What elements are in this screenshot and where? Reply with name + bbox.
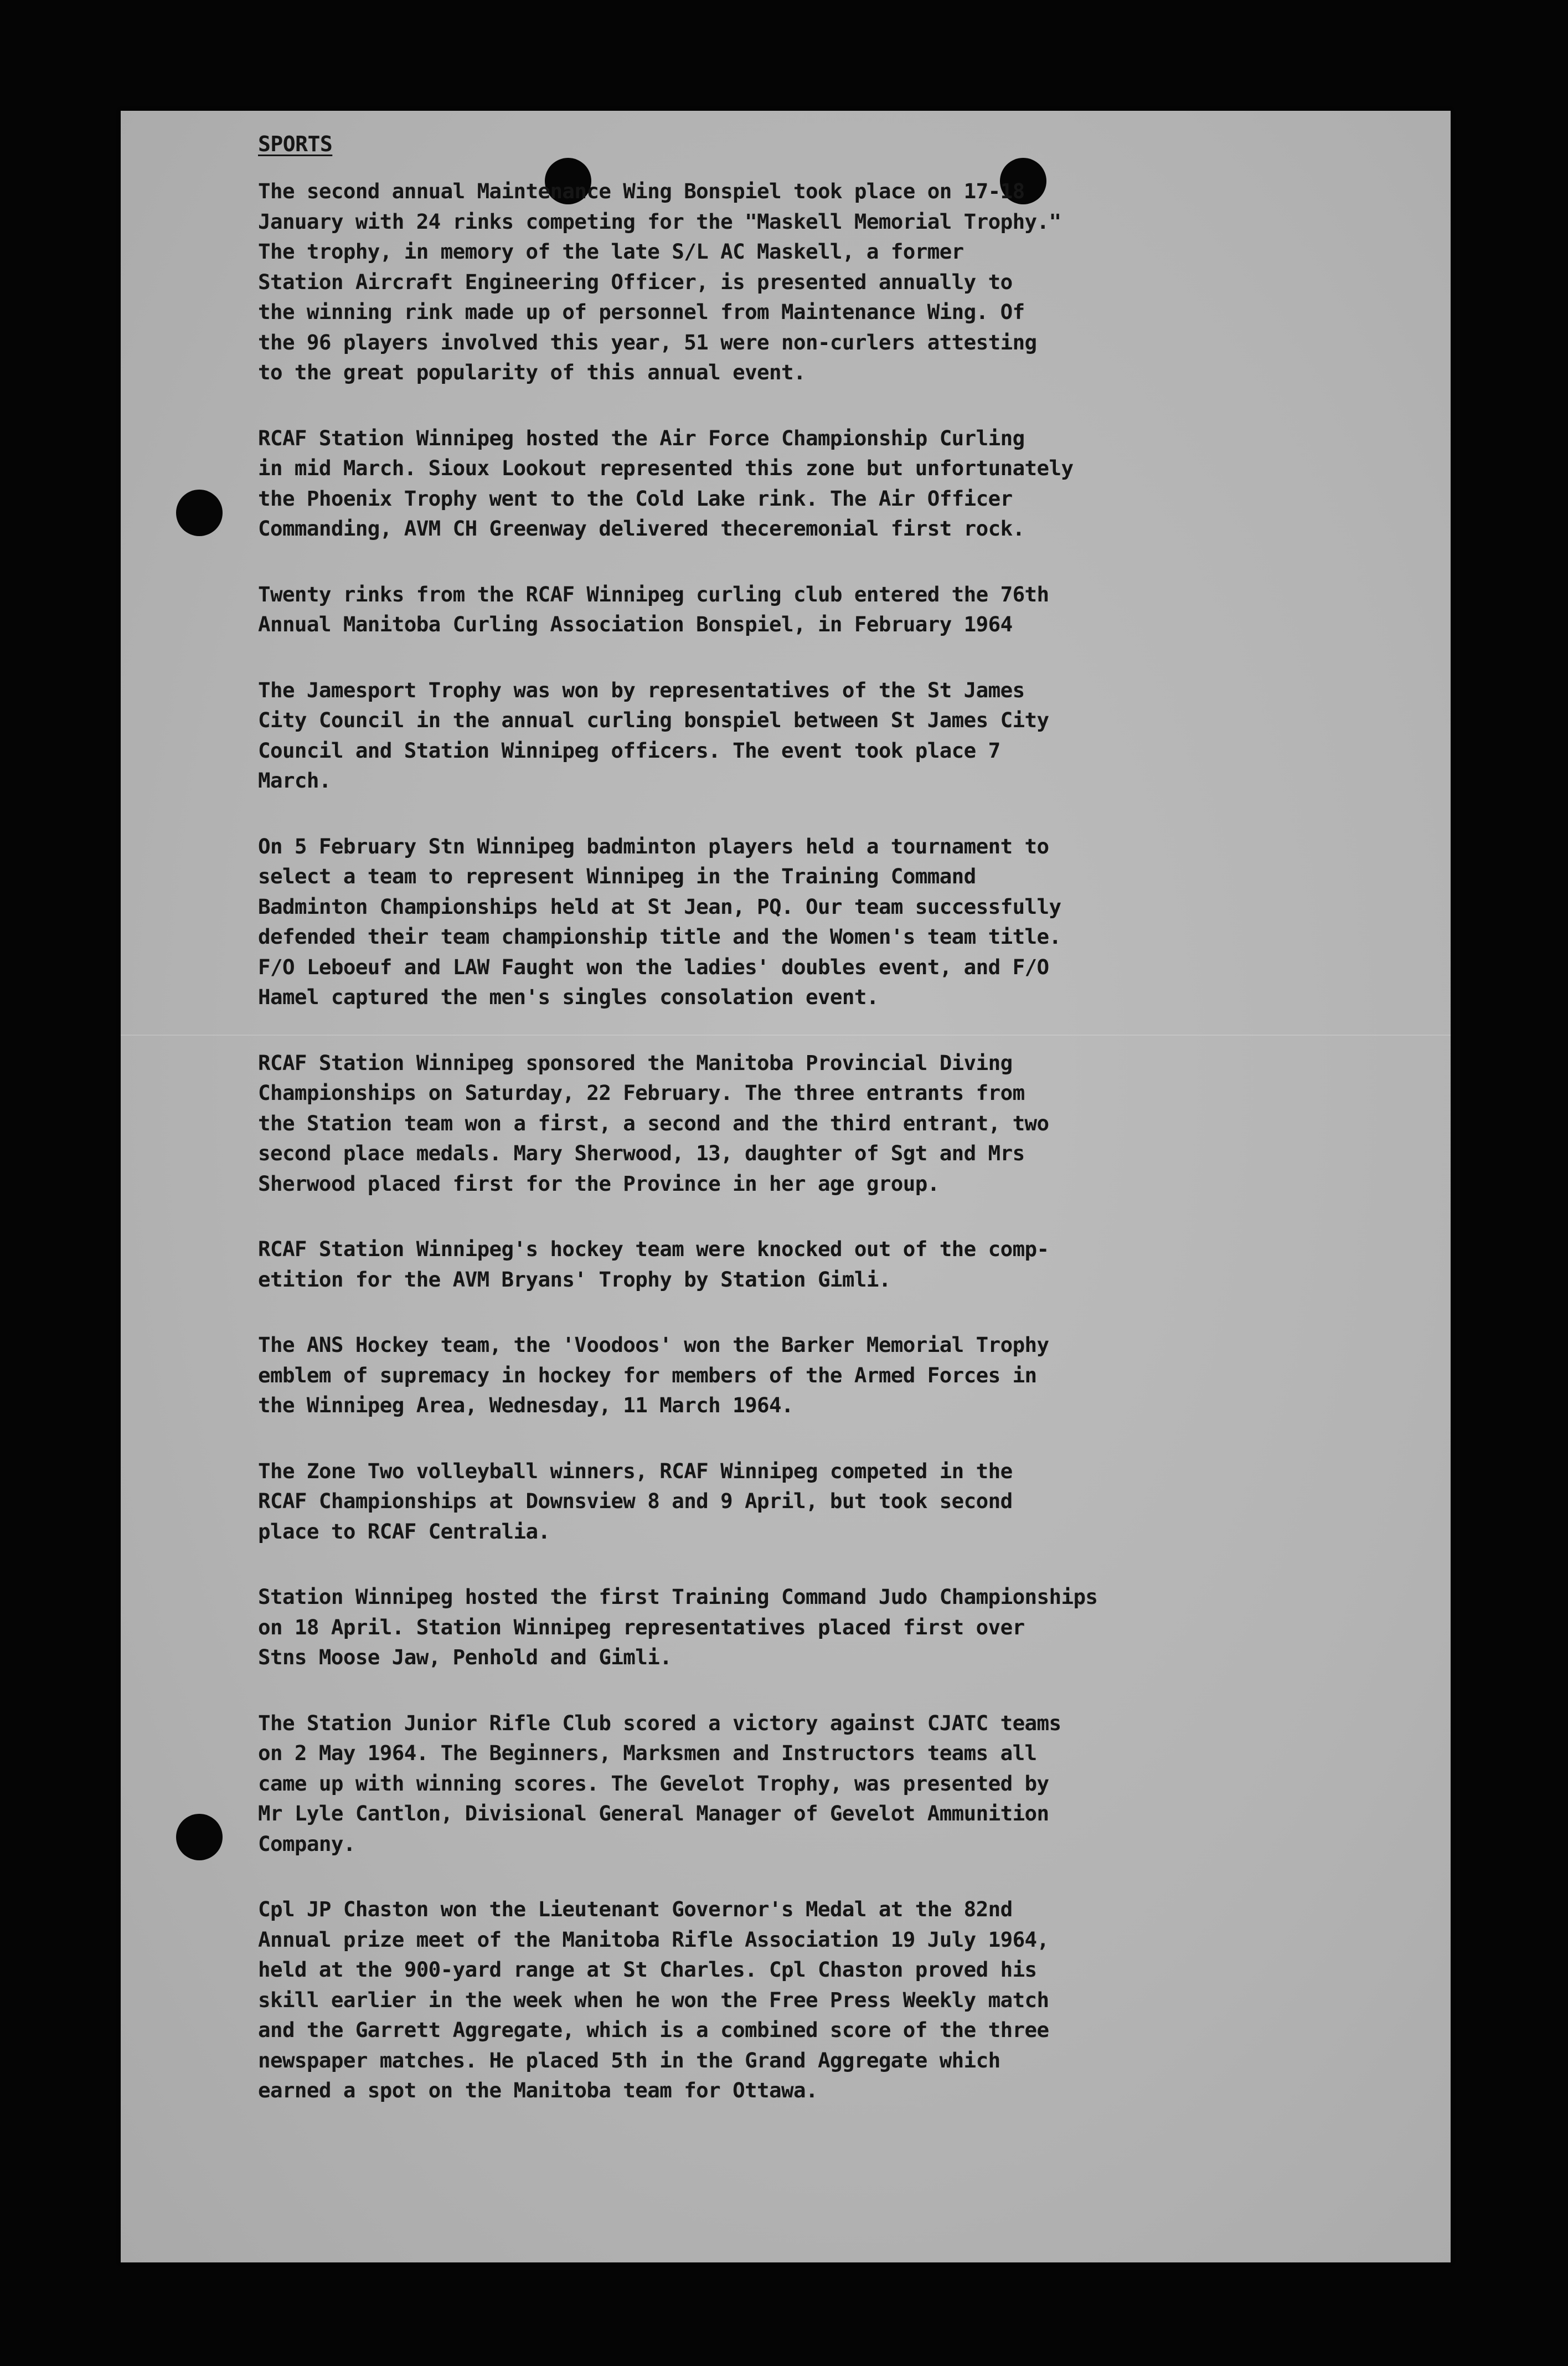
text-line: F/O Leboeuf and LAW Faught won the ladies' doubles event, and F/O — [258, 954, 1049, 979]
text-line: Mr Lyle Cantlon, Divisional General Manager of Gevelot Ammunition — [258, 1801, 1049, 1825]
text-line: Annual Manitoba Curling Association Bonspiel, in February 1964 — [258, 612, 1013, 636]
paragraph — [258, 1894, 1310, 2106]
text-line: Company. — [258, 1831, 355, 1856]
paragraph — [258, 1582, 1310, 1673]
paragraph — [258, 423, 1310, 544]
text-line: Sherwood placed first for the Province in her age group. — [258, 1171, 940, 1196]
text-line: The Station Junior Rifle Club scored a victory against CJATC teams — [258, 1710, 1061, 1735]
paragraph — [258, 176, 1310, 388]
text-line: Station Winnipeg hosted the first Training Command Judo Championships — [258, 1585, 1098, 1609]
text-line: and the Garrett Aggregate, which is a combined score of the three — [258, 2018, 1049, 2042]
paragraph — [258, 1234, 1310, 1294]
text-line: newspaper matches. He placed 5th in the Grand Aggregate which — [258, 2048, 1000, 2072]
text-line: to the great popularity of this annual event. — [258, 360, 806, 384]
paragraph — [258, 675, 1310, 796]
text-line: The ANS Hockey team, the 'Voodoos' won the Barker Memorial Trophy — [258, 1333, 1049, 1357]
text-line: place to RCAF Centralia. — [258, 1519, 550, 1544]
text-line: skill earlier in the week when he won the Free Press Weekly match — [258, 1987, 1049, 2012]
text-line: Station Aircraft Engineering Officer, is presented annually to — [258, 269, 1013, 294]
text-line: The Jamesport Trophy was won by representatives of the St James — [258, 677, 1025, 702]
text-line: Commanding, AVM CH Greenway delivered theceremonial first rock. — [258, 516, 1025, 541]
text-line: second place medals. Mary Sherwood, 13, daughter of Sgt and Mrs — [258, 1141, 1025, 1165]
section-heading: SPORTS — [258, 132, 333, 156]
text-line: the Phoenix Trophy went to the Cold Lake rink. The Air Officer — [258, 486, 1013, 511]
text-line: Annual prize meet of the Manitoba Rifle Association 19 July 1964, — [258, 1927, 1049, 1952]
text-line: the winning rink made up of personnel from Maintenance Wing. Of — [258, 300, 1025, 324]
text-line: came up with winning scores. The Gevelot Trophy, was presented by — [258, 1771, 1049, 1796]
text-line: earned a spot on the Manitoba team for Ottawa. — [258, 2078, 818, 2102]
text-line: held at the 900-yard range at St Charles. Cpl Chaston proved his — [258, 1957, 1037, 1982]
paragraph — [258, 1456, 1310, 1547]
text-line: on 2 May 1964. The Beginners, Marksmen and Instructors teams all — [258, 1741, 1037, 1765]
text-line: in mid March. Sioux Lookout represented this zone but unfortunately — [258, 456, 1074, 480]
text-line: RCAF Championships at Downsview 8 and 9 April, but took second — [258, 1489, 1013, 1513]
text-line: RCAF Station Winnipeg hosted the Air Force Championship Curling — [258, 425, 1025, 450]
text-line: select a team to represent Winnipeg in the Training Command — [258, 864, 976, 888]
text-line: emblem of supremacy in hockey for members of the Armed Forces in — [258, 1362, 1037, 1387]
paragraph-list — [258, 176, 1310, 2106]
text-line: On 5 February Stn Winnipeg badminton players held a tournament to — [258, 834, 1049, 858]
document-body — [258, 128, 1310, 2141]
text-line: the Station team won a first, a second and the third entrant, two — [258, 1110, 1049, 1135]
paragraph — [258, 579, 1310, 640]
text-line: etition for the AVM Bryans' Trophy by Station Gimli. — [258, 1267, 891, 1292]
text-line: on 18 April. Station Winnipeg representatives placed first over — [258, 1614, 1025, 1639]
text-line: RCAF Station Winnipeg sponsored the Manitoba Provincial Diving — [258, 1050, 1013, 1075]
paragraph — [258, 1330, 1310, 1421]
text-line: Council and Station Winnipeg officers. The event took place 7 — [258, 738, 1000, 763]
text-line: RCAF Station Winnipeg's hockey team were knocked out of the comp- — [258, 1237, 1049, 1261]
paragraph — [258, 1048, 1310, 1199]
text-line: the Winnipeg Area, Wednesday, 11 March 1964. — [258, 1393, 793, 1417]
text-line: Badminton Championships held at St Jean, PQ. Our team successfully — [258, 894, 1061, 919]
text-line: January with 24 rinks competing for the "Maskell Memorial Trophy." — [258, 209, 1061, 234]
text-line: Cpl JP Chaston won the Lieutenant Governor's Medal at the 82nd — [258, 1897, 1013, 1921]
paragraph — [258, 831, 1310, 1012]
text-line: Twenty rinks from the RCAF Winnipeg curling club entered the 76th — [258, 582, 1049, 606]
text-line: The trophy, in memory of the late S/L AC Maskell, a former — [258, 239, 964, 264]
text-line: The second annual Maintenance Wing Bonspiel took place on 17-18 — [258, 179, 1025, 203]
paragraph — [258, 1708, 1310, 1859]
text-line: March. — [258, 768, 331, 793]
text-line: City Council in the annual curling bonspiel between St James City — [258, 708, 1049, 732]
punch-hole-icon — [176, 1814, 223, 1860]
text-line: The Zone Two volleyball winners, RCAF Winnipeg competed in the — [258, 1458, 1013, 1483]
text-line: Hamel captured the men's singles consolation event. — [258, 985, 879, 1009]
text-line: Championships on Saturday, 22 February. The three entrants from — [258, 1081, 1025, 1105]
text-line: defended their team championship title and the Women's team title. — [258, 924, 1061, 949]
punch-hole-icon — [176, 490, 223, 536]
text-line: Stns Moose Jaw, Penhold and Gimli. — [258, 1645, 672, 1669]
text-line: the 96 players involved this year, 51 were non-curlers attesting — [258, 330, 1037, 354]
